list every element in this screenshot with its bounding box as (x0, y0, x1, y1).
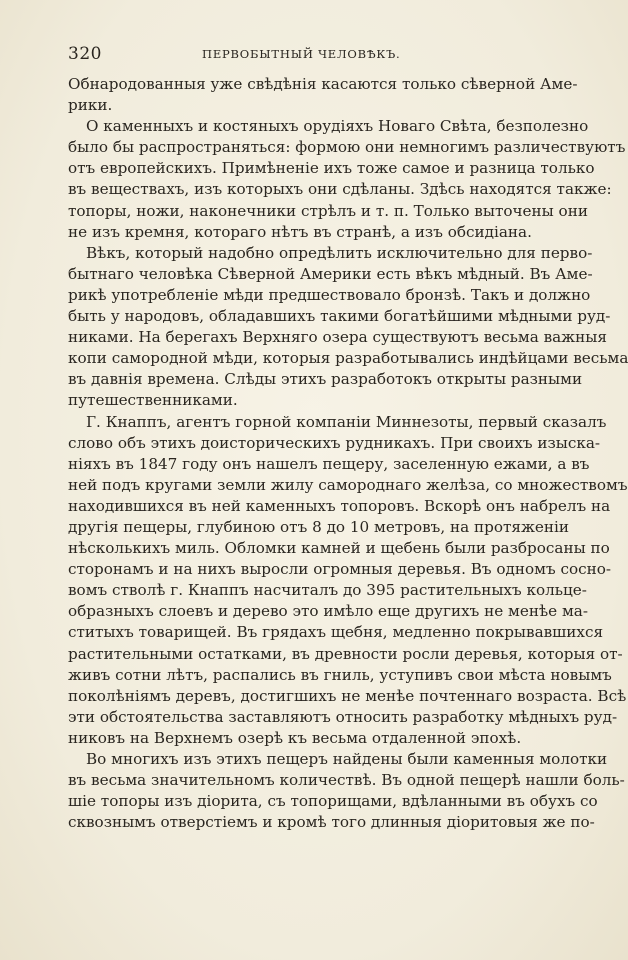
text-line: было бы распространяться: формою они немногимъ различествуютъ (68, 138, 626, 157)
text-line: сквознымъ отверстіемъ и кромѣ того длинныя діоритовыя же по- (68, 813, 595, 832)
text-line: растительными остатками, въ древности росли деревья, которыя от- (68, 644, 623, 663)
text-line: поколѣніямъ деревъ, достигшихъ не менѣе почтеннаго возраста. Всѣ (68, 686, 627, 705)
text-line: бытнаго человѣка Сѣверной Америки есть вѣкъ мѣдный. Въ Аме- (68, 264, 593, 283)
text-line: копи самородной мѣди, которыя разработывались индѣйцами весьма (68, 349, 628, 368)
paragraph (68, 74, 578, 116)
text-line: Во многихъ изъ этихъ пещеръ найдены были каменныя молотки (86, 750, 608, 768)
page-header (68, 44, 515, 64)
text-line: живъ сотни лѣтъ, распались въ гниль, уступивъ свои мѣста новымъ (68, 665, 612, 684)
text-line: Обнародованныя уже свѣдѣнія касаются только сѣверной Аме- (68, 75, 578, 93)
text-line: Вѣкъ, который надобно опредѣлить исключительно для перво- (86, 243, 593, 262)
text-line: другія пещеры, глубиною отъ 8 до 10 метровъ, на протяженіи (68, 517, 570, 536)
text-line: Г. Кнаппъ, агентъ горной компаніи Миннезоты, первый сказалъ (86, 412, 607, 431)
text-line: въ давнія времена. Слѣды этихъ разработокъ открыты разными (68, 370, 583, 389)
text-line: шіе топоры изъ діорита, съ топорищами, вдѣланными въ обухъ со (68, 792, 598, 811)
text-line: быть у народовъ, обладавшихъ такими богатѣйшими мѣдными руд- (68, 307, 611, 326)
text-line: ститыхъ товарищей. Въ грядахъ щебня, медленно покрывавшихся (68, 623, 604, 642)
text-line: сторонамъ и на нихъ выросли огромныя деревья. Въ одномъ сосно- (68, 560, 612, 579)
text-line: топоры, ножи, наконечники стрѣлъ и т. п. Только выточены они (68, 201, 588, 220)
text-line: О каменныхъ и костяныхъ орудіяхъ Новаго Свѣта, безполезно (86, 117, 589, 136)
text-line: никами. На берегахъ Верхняго озера существуютъ весьма важныя (68, 328, 607, 347)
text-line: отъ европейскихъ. Примѣненіе ихъ тоже самое и разница только (68, 159, 595, 178)
text-line: ніяхъ въ 1847 году онъ нашелъ пещеру, заселенную ежами, а въ (68, 454, 590, 473)
paragraph (68, 412, 628, 750)
text-line: ней подъ кругами земли жилу самороднаго желѣза, со множествомъ (68, 475, 628, 494)
page-number: 320 (68, 44, 102, 64)
paragraph (68, 116, 626, 243)
text-line: въ весьма значительномъ количествѣ. Въ одной пещерѣ нашли боль- (68, 771, 625, 790)
paragraph (68, 243, 628, 412)
body-text (68, 74, 628, 833)
text-line: рики. (68, 96, 113, 115)
text-line: не изъ кремня, котораго нѣтъ въ странѣ, а изъ обсидіана. (68, 222, 532, 241)
text-line: вомъ стволѣ г. Кнаппъ насчиталъ до 395 растительныхъ кольце- (68, 581, 587, 600)
text-line: эти обстоятельства заставляютъ относить разработку мѣдныхъ руд- (68, 707, 618, 726)
text-line: въ веществахъ, изъ которыхъ они сдѣланы. Здѣсь находятся также: (68, 180, 612, 199)
text-line: рикѣ употребленіе мѣди предшествовало бронзѣ. Такъ и должно (68, 285, 591, 304)
running-head: ПЕРВОБЫТНЫЙ ЧЕЛОВѢКЪ. (202, 47, 401, 61)
paragraph (68, 749, 625, 833)
text-line: путешественниками. (68, 391, 238, 410)
text-line: образныхъ слоевъ и дерево это имѣло еще другихъ не менѣе ма- (68, 602, 588, 621)
text-line: находившихся въ ней каменныхъ топоровъ. Вскорѣ онъ набрелъ на (68, 496, 611, 515)
text-line: нѣсколькихъ миль. Обломки камней и щебень были разбросаны по (68, 539, 610, 558)
text-line: никовъ на Верхнемъ озерѣ къ весьма отдаленной эпохѣ. (68, 728, 522, 747)
text-line: слово объ этихъ доисторическихъ рудникахъ. При своихъ изыска- (68, 433, 601, 452)
